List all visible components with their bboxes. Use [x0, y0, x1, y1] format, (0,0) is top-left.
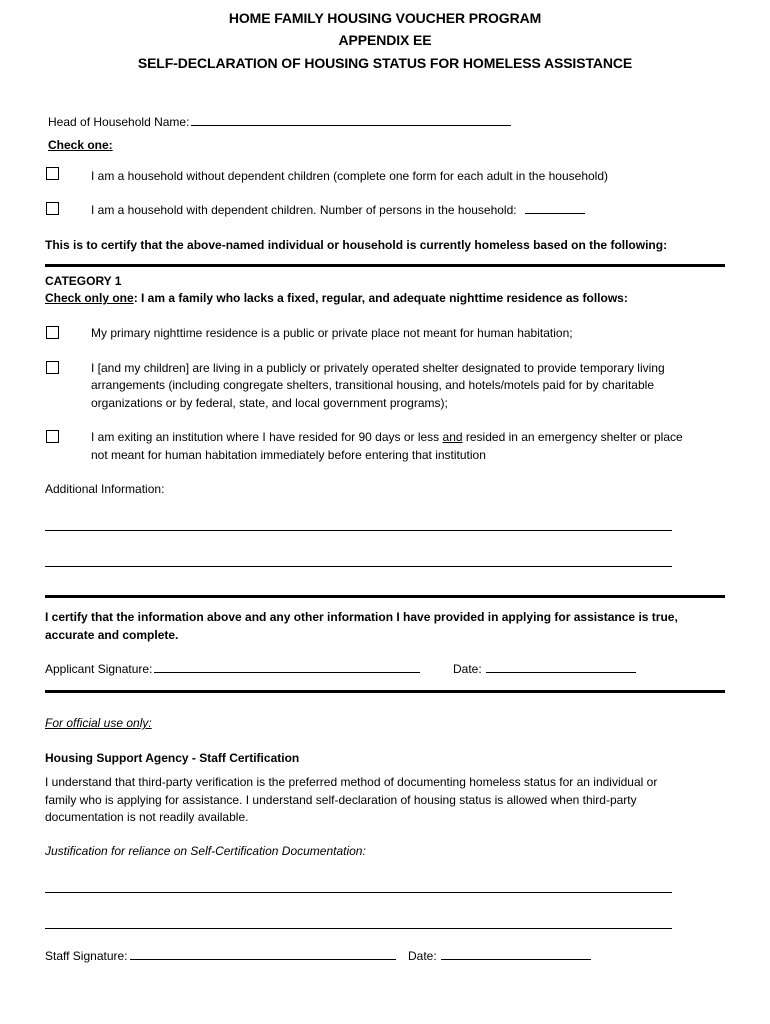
staff-date-field[interactable] — [441, 947, 591, 960]
section-divider — [45, 690, 725, 693]
staff-signature-label: Staff Signature: — [45, 949, 128, 963]
certification-line2: accurate and complete. — [45, 628, 179, 642]
with-children-row — [91, 201, 585, 219]
check-one-label: Check one: — [48, 138, 113, 152]
shelter-label-line3: organizations or by federal, state, and local government programs); — [91, 396, 448, 410]
head-of-household-row — [48, 113, 511, 131]
official-use-label: For official use only: — [45, 716, 152, 730]
staff-date-row — [408, 947, 591, 965]
additional-info-line-2[interactable] — [45, 566, 672, 567]
shelter-label-line2: arrangements (including congregate shelters, transitional housing, and hotels/motels paid for by charitable — [91, 378, 654, 392]
section-divider — [45, 595, 725, 598]
staff-signature-field[interactable] — [130, 947, 396, 960]
applicant-date-field[interactable] — [486, 660, 636, 673]
category-instruction-text: : I am a family who lacks a fixed, regular, and adequate nighttime residence as follows: — [133, 291, 628, 305]
institution-label-line2: not meant for human habitation immediately before entering that institution — [91, 448, 486, 462]
additional-info-line-1[interactable] — [45, 530, 672, 531]
justification-line-2[interactable] — [45, 928, 672, 929]
institution-text-part2: resided in an emergency shelter or place — [462, 430, 683, 444]
without-children-checkbox[interactable] — [46, 167, 59, 180]
justification-line-1[interactable] — [45, 892, 672, 893]
agency-text-line2: family who is applying for assistance. I understand self-declaration of housing status is allowed when third-party — [45, 793, 637, 807]
agency-text-line3: documentation is not readily available. — [45, 810, 249, 824]
category-title: CATEGORY 1 — [45, 274, 122, 288]
section-divider — [45, 264, 725, 267]
applicant-date-row — [453, 660, 636, 678]
applicant-signature-label: Applicant Signature: — [45, 662, 153, 676]
staff-date-label: Date: — [408, 949, 437, 963]
applicant-signature-row — [45, 660, 420, 678]
institution-checkbox[interactable] — [46, 430, 59, 443]
public-place-checkbox[interactable] — [46, 326, 59, 339]
certification-line1: I certify that the information above and any other information I have provided in applying for assistance is true, — [45, 610, 678, 624]
head-of-household-label: Head of Household Name: — [48, 115, 190, 129]
certify-intro: This is to certify that the above-named individual or household is currently homeless based on the following: — [45, 238, 668, 252]
with-children-checkbox[interactable] — [46, 202, 59, 215]
agency-certification-title: Housing Support Agency - Staff Certification — [45, 751, 300, 765]
head-of-household-name-field[interactable] — [191, 113, 511, 126]
with-children-label: I am a household with dependent children. Number of persons in the household: — [91, 203, 517, 217]
institution-text-and: and — [442, 430, 463, 444]
shelter-label-line1: I [and my children] are living in a publicly or privately operated shelter designated to provide temporary living — [91, 361, 665, 375]
number-of-persons-field[interactable] — [525, 201, 585, 214]
institution-label-line1 — [91, 428, 683, 446]
applicant-signature-field[interactable] — [154, 660, 420, 673]
justification-label: Justification for reliance on Self-Certification Documentation: — [45, 844, 366, 858]
appendix-title: APPENDIX EE — [338, 32, 432, 48]
form-title: SELF-DECLARATION OF HOUSING STATUS FOR HOMELESS ASSISTANCE — [137, 55, 633, 71]
program-title: HOME FAMILY HOUSING VOUCHER PROGRAM — [228, 10, 542, 26]
applicant-date-label: Date: — [453, 662, 482, 676]
staff-signature-row — [45, 947, 396, 965]
public-place-label: My primary nighttime residence is a public or private place not meant for human habitation; — [91, 326, 573, 340]
check-only-one-label: Check only one — [45, 291, 134, 305]
agency-text-line1: I understand that third-party verification is the preferred method of documenting homeless status for an individual or — [45, 775, 658, 789]
institution-text-part1: I am exiting an institution where I have resided for 90 days or less — [91, 430, 443, 444]
shelter-checkbox[interactable] — [46, 361, 59, 374]
category-instruction — [45, 289, 628, 307]
without-children-label: I am a household without dependent children (complete one form for each adult in the household) — [91, 169, 608, 183]
additional-info-label: Additional Information: — [45, 482, 165, 496]
